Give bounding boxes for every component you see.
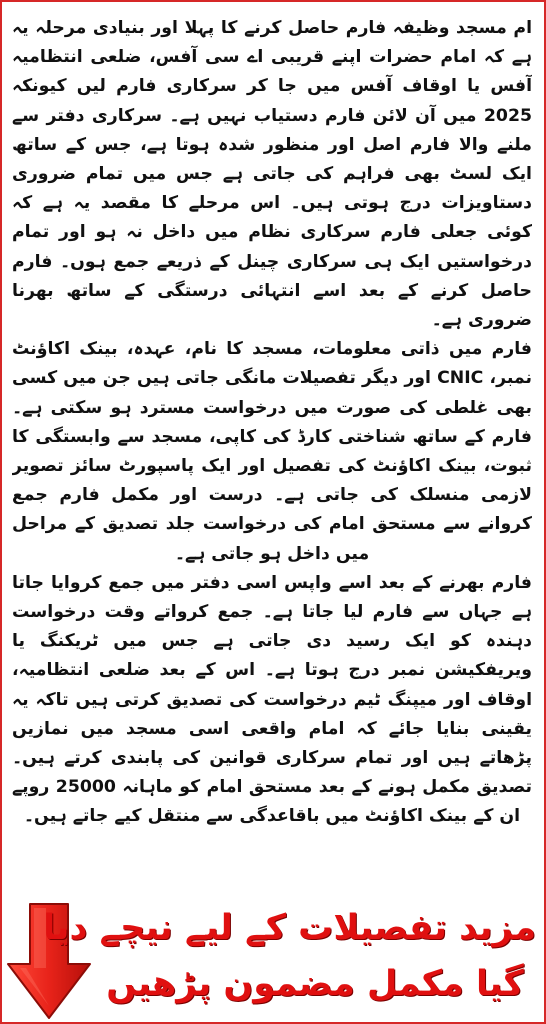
read-more-text: [43, 900, 536, 1012]
cta-line-2: گیا مکمل مضمون پڑھیں: [106, 964, 524, 1004]
article-paragraph-1: ام مسجد وظیفہ فارم حاصل کرنے کا پہلا اور بنیادی مرحلہ یہ ہے کہ امام حضرات اپنے قریبی اے سی آفس، ضلعی انتظامیہ آفس یا اوقاف آفس میں جا کر سرکاری فارم لیں کیونکہ 2025 میں آن لائن فارم دستیاب نہیں ہے۔ سرکاری دفتر سے ملنے والا فارم اصل اور منظور شدہ ہوتا ہے، جس کے ساتھ ایک لسٹ بھی فراہم کی جاتی ہے جس میں تمام ضروری دستاویزات درج ہوتی ہیں۔ اس مرحلے کا مقصد یہ ہے کہ کوئی جعلی فارم سرکاری نظام میں داخل نہ ہو اور تمام درخواستیں ایک ہی سرکاری چینل کے ذریعے جمع ہوں۔ فارم حاصل کرنے کے بعد اسے انتہائی درستگی کے ساتھ بھرنا ضروری ہے۔: [12, 18, 532, 331]
cta-line-1: مزید تفصیلات کے لیے نیچے دیا: [43, 908, 536, 948]
read-more-banner[interactable]: [2, 894, 544, 1024]
article-body: [12, 14, 532, 892]
article-paragraph-2: فارم میں ذاتی معلومات، مسجد کا نام، عہدہ، بینک اکاؤنٹ نمبر، CNIC اور دیگر تفصیلات مانگی جاتی ہیں جن میں کسی بھی غلطی کی صورت میں درخواست مسترد ہو سکتی ہے۔ فارم کے ساتھ شناختی کارڈ کی کاپی، مسجد سے وابستگی کا ثبوت، بینک اکاؤنٹ کی تفصیل اور ایک پاسپورٹ سائز تصویر لازمی منسلک کی جاتی ہے۔ درست اور مکمل فارم جمع کروانے سے مستحق امام کی درخواست جلد تصدیق کے مراحل میں داخل ہو جاتی ہے۔: [12, 339, 532, 564]
article-paragraph-3: فارم بھرنے کے بعد اسے واپس اسی دفتر میں جمع کروایا جاتا ہے جہاں سے فارم لیا جاتا ہے۔ جمع کرواتے وقت درخواست دہندہ کو ایک رسید دی جاتی ہے جس میں ٹریکنگ یا ویریفکیشن نمبر درج ہوتا ہے۔ اس کے بعد ضلعی انتظامیہ، اوقاف اور میپنگ ٹیم درخواست کی تصدیق کرتی ہیں تاکہ یہ یقینی بنایا جائے کہ امام واقعی اسی مسجد میں نمازیں پڑھاتے ہیں اور تمام سرکاری قوانین کی پابندی کرتے ہیں۔ تصدیق مکمل ہونے کے بعد مستحق امام کو ماہانہ 25000 روپے ان کے بینک اکاؤنٹ میں باقاعدگی سے منتقل کیے جاتے ہیں۔: [12, 572, 532, 827]
